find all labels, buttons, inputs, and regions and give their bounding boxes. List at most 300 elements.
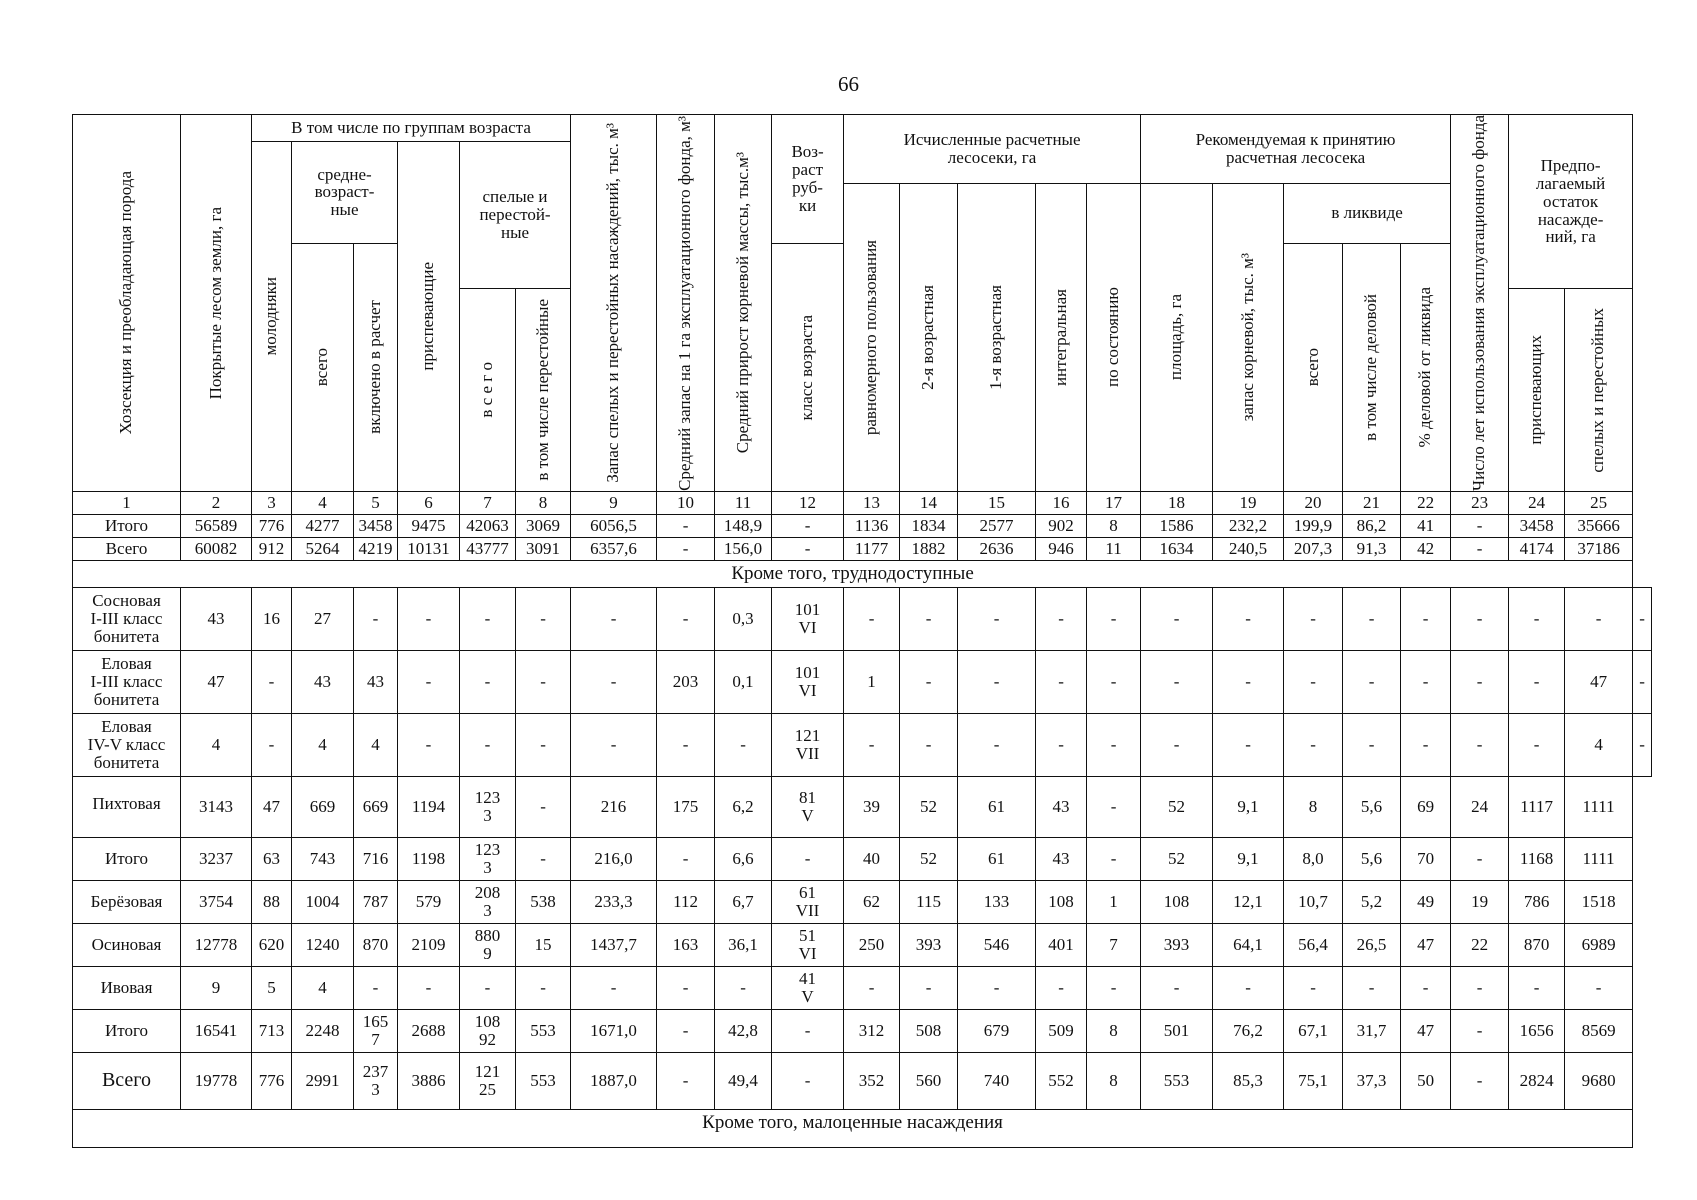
table-cell: - <box>1509 713 1565 776</box>
table-cell: 3458 <box>354 514 398 537</box>
table-cell: - <box>1509 966 1565 1009</box>
table-cell: 2109 <box>398 923 460 966</box>
header-c10: Средний запас на 1 га эксплуатационного фонда, м³ <box>657 115 715 492</box>
table-cell: - <box>1036 650 1087 713</box>
table-cell: - <box>1565 587 1633 650</box>
row-label: Ивовая <box>73 966 181 1009</box>
table-cell: 11 <box>715 491 772 514</box>
table-cell: - <box>900 650 958 713</box>
table-cell: 902 <box>1036 514 1087 537</box>
table-cell: 1168 <box>1509 837 1565 880</box>
header-c2: Покрытые лесом земли, га <box>181 115 252 492</box>
table-cell: 43 <box>292 650 354 713</box>
table-cell: 76,2 <box>1213 1009 1284 1052</box>
table-cell: 3886 <box>398 1052 460 1109</box>
page-number: 66 <box>838 72 859 96</box>
table-cell: - <box>1087 966 1141 1009</box>
header-c20: всего <box>1284 243 1343 491</box>
table-cell: 3237 <box>181 837 252 880</box>
table-cell: 6,2 <box>715 776 772 837</box>
row-label: Итого <box>73 837 181 880</box>
table-cell: 75,1 <box>1284 1052 1343 1109</box>
table-cell: - <box>900 713 958 776</box>
table-cell: - <box>516 776 571 837</box>
table-cell: 12 <box>772 491 844 514</box>
table-cell: 10,7 <box>1284 880 1343 923</box>
table-cell: 4277 <box>292 514 354 537</box>
table-cell: 233,3 <box>571 880 657 923</box>
header-c5: включено в расчет <box>354 243 398 491</box>
row-label: Осиновая <box>73 923 181 966</box>
table-cell: 12778 <box>181 923 252 966</box>
table-cell: 26,5 <box>1343 923 1401 966</box>
table-cell: 2636 <box>958 537 1036 560</box>
table-cell: 67,1 <box>1284 1009 1343 1052</box>
table-cell: 16541 <box>181 1009 252 1052</box>
row-label: Всего <box>73 1052 181 1109</box>
header-c25: спелых и перестойных <box>1565 289 1633 492</box>
table-cell: 538 <box>516 880 571 923</box>
table-cell: 6056,5 <box>571 514 657 537</box>
table-cell: 36,1 <box>715 923 772 966</box>
table-cell: 21 <box>1343 491 1401 514</box>
table-cell: - <box>1565 966 1633 1009</box>
table-cell: 62 <box>844 880 900 923</box>
table-cell: 743 <box>292 837 354 880</box>
row-label: Всего <box>73 537 181 560</box>
table-cell: - <box>1213 587 1284 650</box>
header-c24: приспевающих <box>1509 289 1565 492</box>
table-cell: - <box>1509 587 1565 650</box>
table-cell: 4 <box>181 713 252 776</box>
table-cell: 401 <box>1036 923 1087 966</box>
cutting-age-class: 101 VI <box>772 650 844 713</box>
header-c8: в том числе перестойные <box>516 289 571 492</box>
table-cell: 47 <box>252 776 292 837</box>
table-cell: 22 <box>1451 923 1509 966</box>
table-cell: - <box>657 537 715 560</box>
cutting-age-class: 81 V <box>772 776 844 837</box>
table-cell: 1240 <box>292 923 354 966</box>
table-cell: 41 <box>1401 514 1451 537</box>
table-cell: 52 <box>1141 776 1213 837</box>
table-cell: 9,1 <box>1213 837 1284 880</box>
row-label: Еловая I-III класс бонитета <box>73 650 181 713</box>
table-cell: 1437,7 <box>571 923 657 966</box>
table-cell: 19 <box>1213 491 1284 514</box>
table-cell: - <box>1343 587 1401 650</box>
vsego-hard-row <box>73 1052 1652 1109</box>
table-cell: 69 <box>1401 776 1451 837</box>
table-cell: - <box>1087 713 1141 776</box>
header-in-liquid: в ликвиде <box>1284 183 1451 243</box>
table-cell: 4174 <box>1509 537 1565 560</box>
table-cell: 1 <box>1087 880 1141 923</box>
table-cell: - <box>657 966 715 1009</box>
table-cell: - <box>354 587 398 650</box>
table-cell: 552 <box>1036 1052 1087 1109</box>
table-cell: 37,3 <box>1343 1052 1401 1109</box>
header-c6: приспевающие <box>398 142 460 492</box>
table-cell: 4 <box>292 713 354 776</box>
itogo-row <box>73 514 1652 537</box>
table-cell: - <box>657 514 715 537</box>
table-cell: 15 <box>958 491 1036 514</box>
header-c12: класс возраста <box>772 243 844 491</box>
mature-total: 208 3 <box>460 880 516 923</box>
table-cell: 37186 <box>1565 537 1633 560</box>
table-cell: 2 <box>181 491 252 514</box>
header-calculated: Исчисленные расчетные лесосеки, га <box>844 115 1141 184</box>
table-cell: 156,0 <box>715 537 772 560</box>
table-cell: 8569 <box>1565 1009 1633 1052</box>
table-cell: - <box>1401 966 1451 1009</box>
vsego-row <box>73 537 1652 560</box>
table-cell: 786 <box>1509 880 1565 923</box>
table-cell: 27 <box>292 587 354 650</box>
table-cell: 1634 <box>1141 537 1213 560</box>
table-cell: 1834 <box>900 514 958 537</box>
table-cell: 8 <box>1087 1009 1141 1052</box>
header-c7: в с е г о <box>460 289 516 492</box>
table-cell: 24 <box>1509 491 1565 514</box>
table-cell: 716 <box>354 837 398 880</box>
table-cell: 11 <box>1087 537 1141 560</box>
table-cell: 115 <box>900 880 958 923</box>
table-cell: 43 <box>1036 837 1087 880</box>
table-cell: 312 <box>844 1009 900 1052</box>
table-cell: 3 <box>252 491 292 514</box>
table-cell: 1117 <box>1509 776 1565 837</box>
mature-total: 123 3 <box>460 837 516 880</box>
table-cell: 19 <box>1451 880 1509 923</box>
table-cell: 42063 <box>460 514 516 537</box>
table-cell: 61 <box>958 837 1036 880</box>
section-title-low-value: Кроме того, малоценные насаждения <box>73 1109 1633 1147</box>
table-cell: 4 <box>354 713 398 776</box>
table-cell: - <box>1451 1052 1509 1109</box>
table-cell: - <box>958 713 1036 776</box>
table-cell: - <box>1087 837 1141 880</box>
table-cell: 216 <box>571 776 657 837</box>
itogo-hard-row <box>73 1009 1652 1052</box>
table-cell: 8 <box>516 491 571 514</box>
table-cell: - <box>354 966 398 1009</box>
table-cell: - <box>1036 966 1087 1009</box>
table-cell: 70 <box>1401 837 1451 880</box>
table-cell: - <box>1141 966 1213 1009</box>
header-c21: в том числе деловой <box>1343 243 1401 491</box>
mature-total: 880 9 <box>460 923 516 966</box>
included-in-calc: 165 7 <box>354 1009 398 1052</box>
table-cell: 50 <box>1401 1052 1451 1109</box>
table-cell: 203 <box>657 650 715 713</box>
table-cell: 1671,0 <box>571 1009 657 1052</box>
table-cell: 49,4 <box>715 1052 772 1109</box>
table-cell: 912 <box>252 537 292 560</box>
table-cell: 4 <box>292 491 354 514</box>
table-cell: 776 <box>252 1052 292 1109</box>
table-cell: 35666 <box>1565 514 1633 537</box>
table-cell: 91,3 <box>1343 537 1401 560</box>
table-row <box>73 650 1652 713</box>
table-cell: 3754 <box>181 880 252 923</box>
header-c13: равномерного пользования <box>844 183 900 491</box>
column-numbers-row <box>73 491 1652 514</box>
table-cell: - <box>1509 650 1565 713</box>
table-cell: - <box>1284 587 1343 650</box>
table-cell: - <box>1451 713 1509 776</box>
table-cell: 679 <box>958 1009 1036 1052</box>
cutting-age-class: 101 VI <box>772 587 844 650</box>
table-cell: - <box>1451 966 1509 1009</box>
table-cell: 1887,0 <box>571 1052 657 1109</box>
table-cell: 870 <box>1509 923 1565 966</box>
table-cell: - <box>1036 713 1087 776</box>
table-cell: 17 <box>1087 491 1141 514</box>
table-cell: 163 <box>657 923 715 966</box>
table-cell: 5,6 <box>1343 837 1401 880</box>
table-cell: - <box>516 966 571 1009</box>
table-cell: - <box>460 587 516 650</box>
included-in-calc: 237 3 <box>354 1052 398 1109</box>
table-row <box>73 776 1652 837</box>
table-cell: 9,1 <box>1213 776 1284 837</box>
table-cell: 546 <box>958 923 1036 966</box>
cutting-age-class: 121 VII <box>772 713 844 776</box>
table-cell: 24 <box>1451 776 1509 837</box>
table-cell: - <box>772 1009 844 1052</box>
cutting-age-class: 41 V <box>772 966 844 1009</box>
header-middle-aged: средне- возраст- ные <box>292 142 398 244</box>
table-cell: 2991 <box>292 1052 354 1109</box>
table-cell: 42,8 <box>715 1009 772 1052</box>
table-cell: - <box>1213 650 1284 713</box>
table-cell: - <box>900 587 958 650</box>
table-cell: 47 <box>1401 1009 1451 1052</box>
table-cell: - <box>1141 650 1213 713</box>
table-cell: 2688 <box>398 1009 460 1052</box>
table-cell: 250 <box>844 923 900 966</box>
mature-total: 123 3 <box>460 776 516 837</box>
table-cell: 8 <box>1087 1052 1141 1109</box>
table-cell: 112 <box>657 880 715 923</box>
table-cell: - <box>1141 713 1213 776</box>
table-cell: 553 <box>1141 1052 1213 1109</box>
header-c23: Число лет использования эксплуатационного фонда <box>1451 115 1509 492</box>
table-cell: 56589 <box>181 514 252 537</box>
table-cell: 560 <box>900 1052 958 1109</box>
table-cell: - <box>958 966 1036 1009</box>
table-cell: 393 <box>900 923 958 966</box>
table-cell: 0,1 <box>715 650 772 713</box>
table-cell: 9 <box>571 491 657 514</box>
row-label: Сосновая I-III класс бонитета <box>73 587 181 650</box>
table-cell: 1882 <box>900 537 958 560</box>
table-cell: 60082 <box>181 537 252 560</box>
table-cell: - <box>571 587 657 650</box>
header-mature: спелые и перестой- ные <box>460 142 571 289</box>
table-cell: - <box>516 650 571 713</box>
table-cell: 175 <box>657 776 715 837</box>
header-c9: Запас спелых и перестойных насаждений, тыс. м³ <box>571 115 657 492</box>
table-cell: - <box>715 713 772 776</box>
table-cell: 22 <box>1401 491 1451 514</box>
table-cell: 108 <box>1141 880 1213 923</box>
table-cell: - <box>1401 713 1451 776</box>
table-cell: 6357,6 <box>571 537 657 560</box>
header-c3: молодняки <box>252 142 292 492</box>
table-cell: 3458 <box>1509 514 1565 537</box>
table-cell: 20 <box>1284 491 1343 514</box>
table-cell: - <box>772 514 844 537</box>
table-cell: - <box>1451 537 1509 560</box>
table-cell: 216,0 <box>571 837 657 880</box>
table-cell: 43 <box>181 587 252 650</box>
table-cell: 10 <box>657 491 715 514</box>
header-c4: всего <box>292 243 354 491</box>
table-cell: 9475 <box>398 514 460 537</box>
table-cell: 240,5 <box>1213 537 1284 560</box>
table-cell: 3143 <box>181 776 252 837</box>
header-c22: % деловой от ликвида <box>1401 243 1451 491</box>
table-cell: - <box>1087 776 1141 837</box>
table-cell: 42 <box>1401 537 1451 560</box>
table-cell: - <box>1401 587 1451 650</box>
header-cutting-age: Воз- раст руб- ки <box>772 115 844 244</box>
table-cell: - <box>516 837 571 880</box>
table-cell: - <box>1284 966 1343 1009</box>
table-cell: 6989 <box>1565 923 1633 966</box>
row-label: Итого <box>73 1009 181 1052</box>
table-cell: 52 <box>1141 837 1213 880</box>
table-cell: 3091 <box>516 537 571 560</box>
table-cell: - <box>571 966 657 1009</box>
table-cell: 6 <box>398 491 460 514</box>
table-cell: 207,3 <box>1284 537 1343 560</box>
table-cell: 393 <box>1141 923 1213 966</box>
table-cell: - <box>1284 650 1343 713</box>
table-cell: 232,2 <box>1213 514 1284 537</box>
table-cell: 56,4 <box>1284 923 1343 966</box>
table-cell: - <box>516 713 571 776</box>
table-cell: 553 <box>516 1052 571 1109</box>
table-cell: 108 <box>1036 880 1087 923</box>
table-cell: 787 <box>354 880 398 923</box>
table-cell: 19778 <box>181 1052 252 1109</box>
table-cell: 2824 <box>1509 1052 1565 1109</box>
table-cell: 23 <box>1451 491 1509 514</box>
table-cell: - <box>460 650 516 713</box>
table-cell: 47 <box>1401 923 1451 966</box>
table-cell: - <box>398 713 460 776</box>
table-cell: 1136 <box>844 514 900 537</box>
table-cell: - <box>1087 650 1141 713</box>
table-cell: 40 <box>844 837 900 880</box>
table-cell: - <box>1036 587 1087 650</box>
table-cell: 5,6 <box>1343 776 1401 837</box>
table-cell: 1656 <box>1509 1009 1565 1052</box>
table-cell: 509 <box>1036 1009 1087 1052</box>
table-cell: 1586 <box>1141 514 1213 537</box>
table-cell: 43777 <box>460 537 516 560</box>
table-cell: - <box>252 650 292 713</box>
table-cell: - <box>1284 713 1343 776</box>
table-cell: 88 <box>252 880 292 923</box>
table-cell: - <box>657 1052 715 1109</box>
table-cell: - <box>398 650 460 713</box>
table-cell: 14 <box>900 491 958 514</box>
table-cell: 501 <box>1141 1009 1213 1052</box>
table-cell: 508 <box>900 1009 958 1052</box>
cutting-age-class: 61 VII <box>772 880 844 923</box>
table-cell: 61 <box>958 776 1036 837</box>
table-cell: 43 <box>354 650 398 713</box>
table-cell: 9680 <box>1565 1052 1633 1109</box>
hard-to-reach-rows <box>73 587 1652 1009</box>
table-cell: - <box>657 713 715 776</box>
table-cell: 946 <box>1036 537 1087 560</box>
table-cell: 86,2 <box>1343 514 1401 537</box>
row-label: Берёзовая <box>73 880 181 923</box>
header-c18: площадь, га <box>1141 183 1213 491</box>
table-cell: 7 <box>1087 923 1141 966</box>
table-cell: 43 <box>1036 776 1087 837</box>
header-c19: запас корневой, тыс. м³ <box>1213 183 1284 491</box>
table-cell: - <box>1633 587 1652 650</box>
table-cell: 133 <box>958 880 1036 923</box>
table-cell: 1111 <box>1565 837 1633 880</box>
table-cell: - <box>252 713 292 776</box>
table-cell: 5 <box>354 491 398 514</box>
table-cell: 9 <box>181 966 252 1009</box>
table-cell: 4 <box>1565 713 1633 776</box>
table-cell: - <box>715 966 772 1009</box>
table-cell: - <box>844 713 900 776</box>
table-cell: 199,9 <box>1284 514 1343 537</box>
table-cell: 8 <box>1087 514 1141 537</box>
table-cell: 16 <box>1036 491 1087 514</box>
table-cell: 8,0 <box>1284 837 1343 880</box>
table-row <box>73 713 1652 776</box>
forest-calculation-table <box>72 114 1652 1148</box>
header-c11: Средний прирост корневой массы, тыс.м³ <box>715 115 772 492</box>
table-row <box>73 587 1652 650</box>
table-cell: 1 <box>844 650 900 713</box>
table-cell: 148,9 <box>715 514 772 537</box>
table-cell: - <box>1087 587 1141 650</box>
table-cell: 1111 <box>1565 776 1633 837</box>
header-recommended: Рекомендуемая к принятию расчетная лесосека <box>1141 115 1451 184</box>
table-cell: - <box>772 1052 844 1109</box>
table-cell: 352 <box>844 1052 900 1109</box>
table-cell: - <box>657 1009 715 1052</box>
table-cell: 1004 <box>292 880 354 923</box>
table-cell: 85,3 <box>1213 1052 1284 1109</box>
table-cell: 12,1 <box>1213 880 1284 923</box>
table-cell: - <box>1343 713 1401 776</box>
header-c14: 2-я возрастная <box>900 183 958 491</box>
table-cell: 25 <box>1565 491 1633 514</box>
table-cell: 47 <box>1565 650 1633 713</box>
header-c1: Хозсекция и преобладающая порода <box>73 115 181 492</box>
table-cell: 4 <box>292 966 354 1009</box>
table-cell: 4219 <box>354 537 398 560</box>
table-cell: - <box>1213 713 1284 776</box>
row-label: Еловая IV-V класс бонитета <box>73 713 181 776</box>
section-title-hard-to-reach: Кроме того, труднодоступные <box>73 560 1633 587</box>
table-row <box>73 923 1652 966</box>
